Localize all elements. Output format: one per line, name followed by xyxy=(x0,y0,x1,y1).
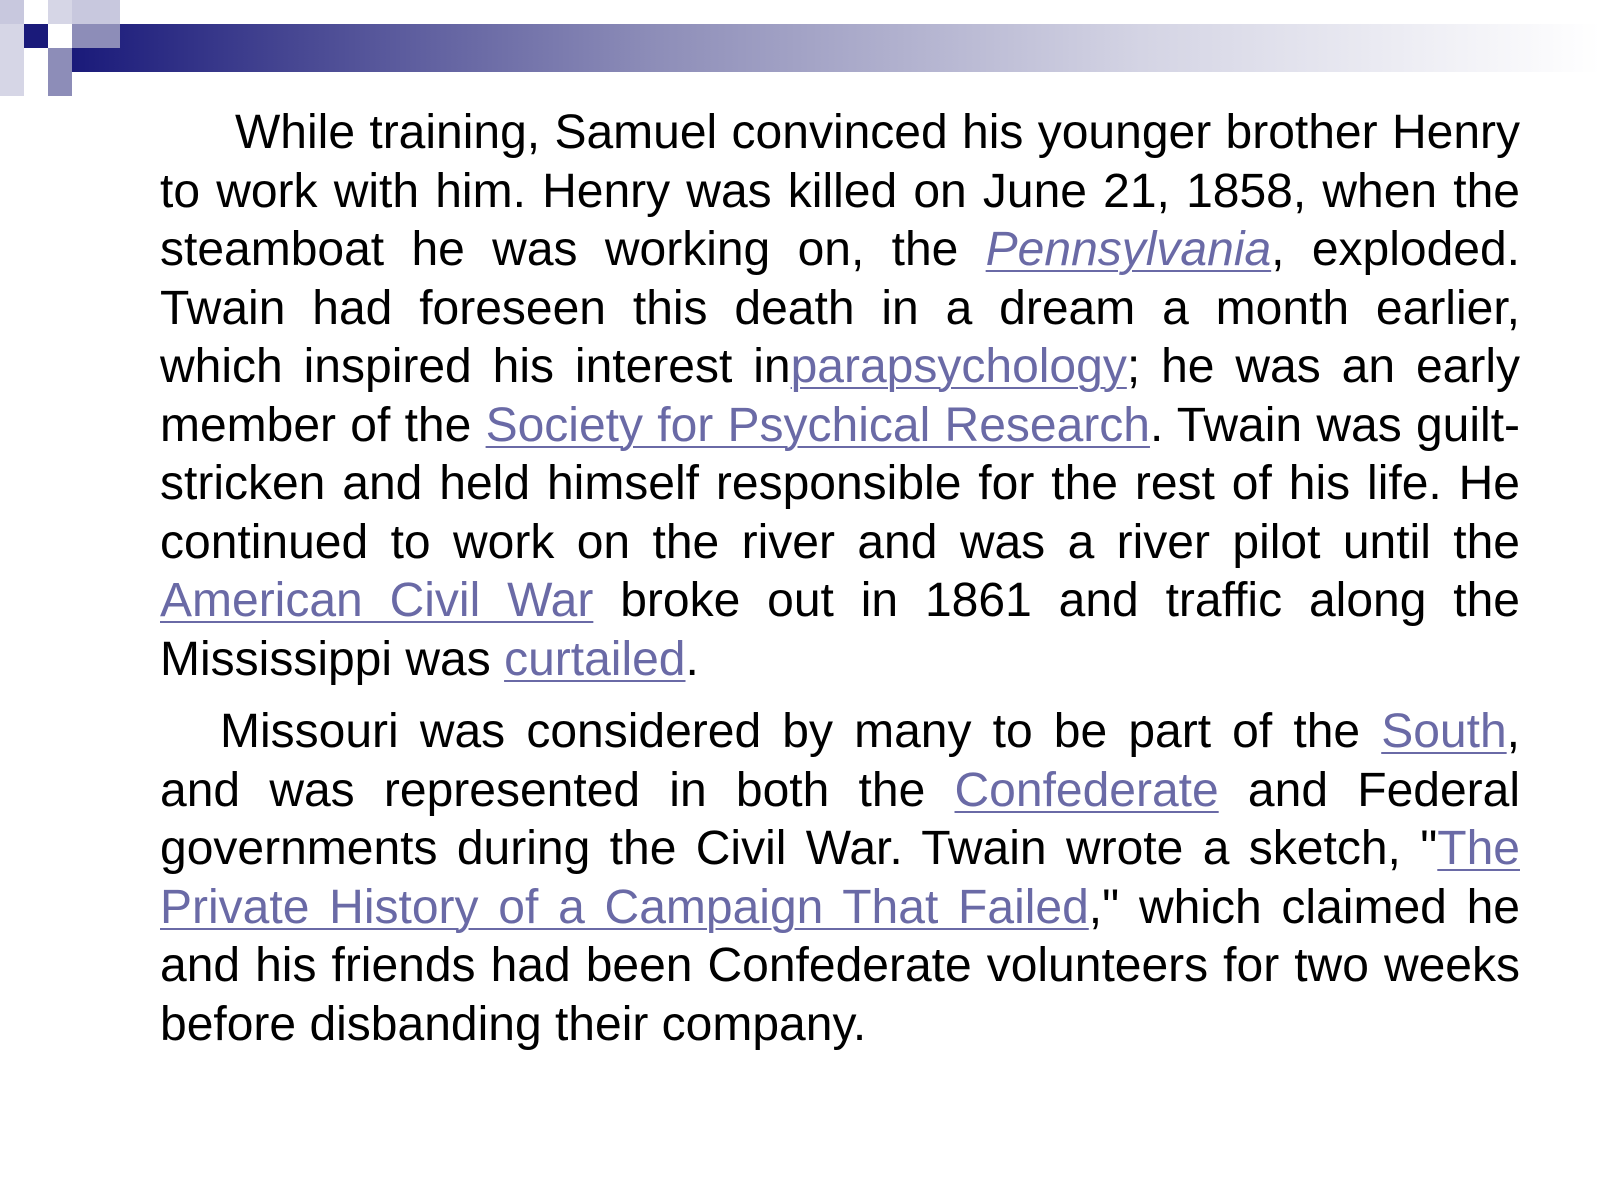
body-text: and Federal governments during the Civil War. Twain wrote a sketch, " xyxy=(160,763,1520,875)
paragraph-missouri xyxy=(160,703,1520,1054)
body-text: ," which claimed he and his friends had been Confederate volunteers for two weeks before disbanding their company. xyxy=(160,880,1520,1051)
body-text: , and was represented in both the xyxy=(160,705,1520,817)
body-text: . Twain was guilt-stricken and held himself responsible for the rest of his life. He continued to work on the river and was a river pilot until the xyxy=(160,398,1521,569)
link-curtailed[interactable]: curtailed xyxy=(504,632,686,686)
header-square xyxy=(24,24,48,48)
header-square xyxy=(24,48,48,72)
link-parapsychology[interactable]: parapsychology xyxy=(790,340,1127,393)
paragraph-training xyxy=(160,104,1520,689)
link-pennsylvania[interactable]: Pennsylvania xyxy=(985,223,1272,276)
body-text: While training, Samuel convinced his younger brother Henry to work with him. Henry was killed on June 21, 1858, when the steamboat he was working on, the xyxy=(160,106,1520,276)
link-private-history[interactable]: The Private History of a Campaign That Failed xyxy=(160,822,1520,934)
slide-body xyxy=(160,104,1520,1054)
header-gradient-band xyxy=(72,24,1600,72)
header-square xyxy=(72,0,120,24)
body-text: , exploded. Twain had foreseen this death in a dream a month earlier, which inspired his interest in xyxy=(160,223,1520,393)
header-square xyxy=(48,0,72,24)
body-text: ; he was an early member of the xyxy=(160,340,1521,452)
body-text: Missouri was considered by many to be part of the xyxy=(220,705,1382,758)
body-text: broke out in 1861 and traffic along the Mississippi was xyxy=(160,574,1520,686)
header-square xyxy=(0,0,24,24)
link-confederate[interactable]: Confederate xyxy=(954,763,1219,817)
header-square xyxy=(72,24,120,48)
link-south[interactable]: South xyxy=(1381,705,1507,758)
link-society-psychical-research[interactable]: Society for Psychical Research xyxy=(485,398,1150,452)
header-square xyxy=(48,48,72,96)
body-text: . xyxy=(685,632,699,686)
link-american-civil-war[interactable]: American Civil War xyxy=(160,574,594,627)
header-square xyxy=(0,24,24,96)
